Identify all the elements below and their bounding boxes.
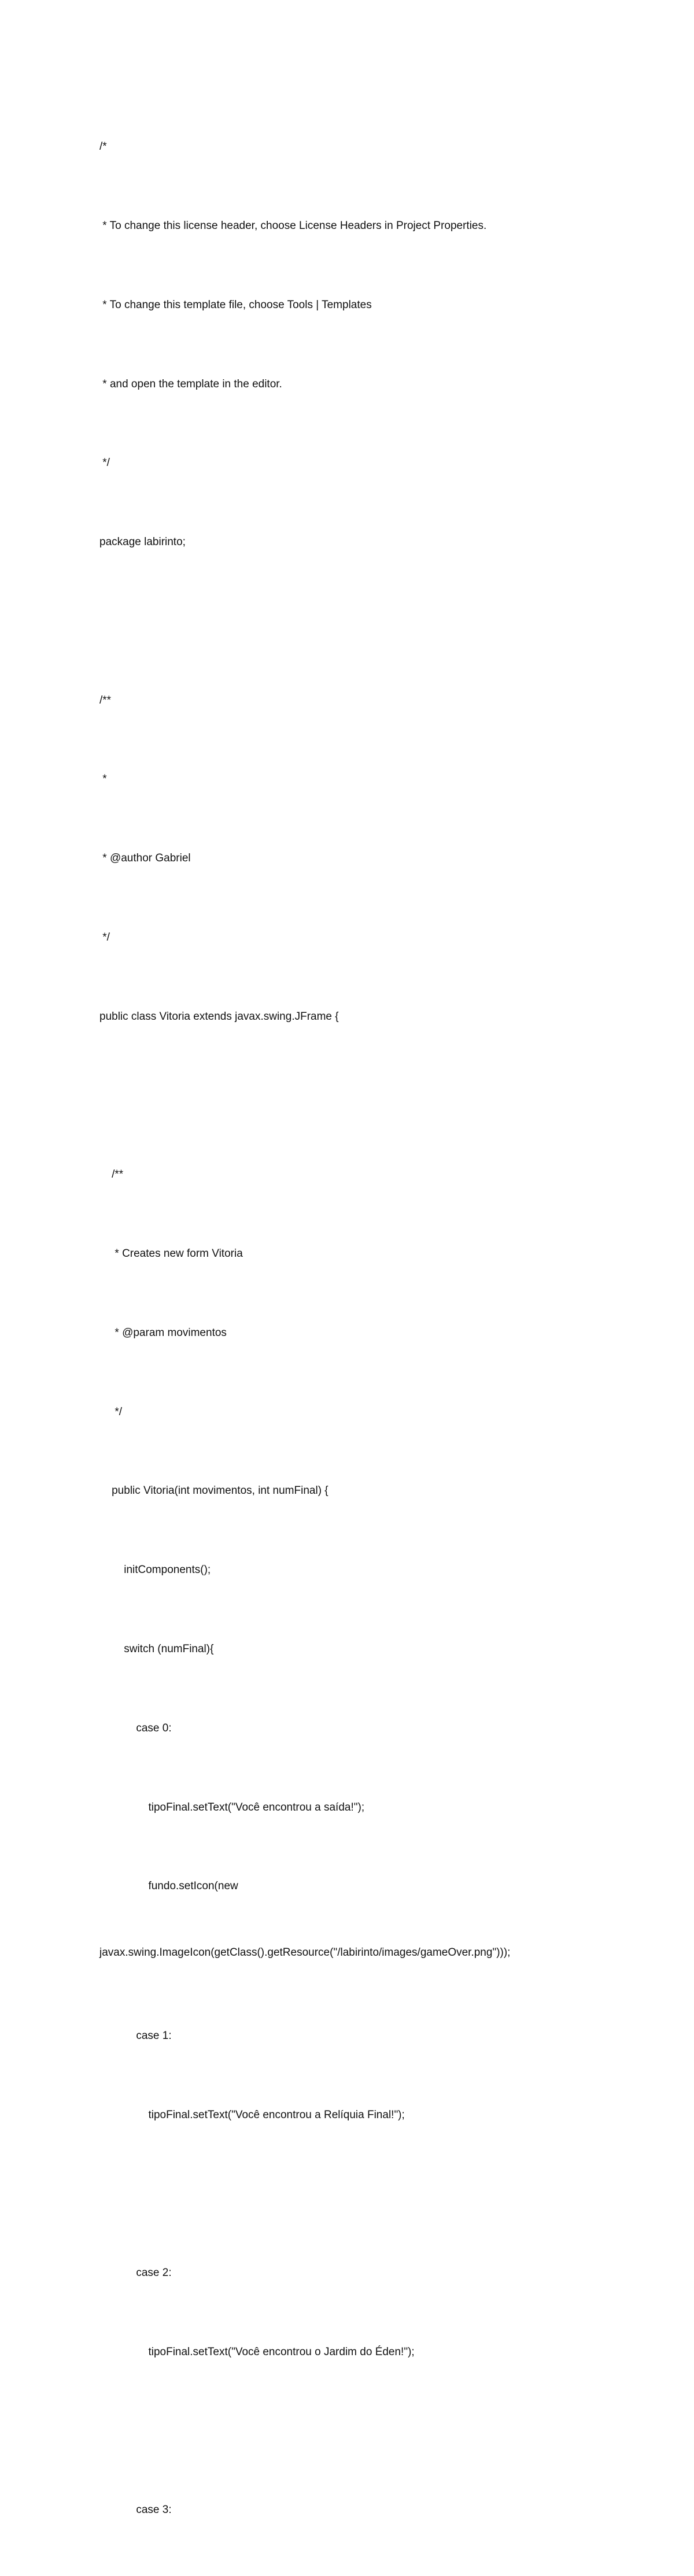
code-line: public class Vitoria extends javax.swing.JFrame { — [99, 1010, 339, 1023]
code-line: /* — [99, 140, 107, 153]
code-line: * To change this license header, choose License Headers in Project Properties. — [99, 219, 487, 232]
code-line: package labirinto; — [99, 536, 186, 549]
code-line: * @param movimentos — [99, 1326, 227, 1339]
blank-line — [99, 2181, 620, 2207]
code-line: switch (numFinal){ — [99, 1643, 214, 1656]
code-line: tipoFinal.setText("Você encontrou a Relíquia Final!"); — [99, 2108, 405, 2121]
code-line: * — [99, 773, 107, 786]
code-line: tipoFinal.setText("Você encontrou o Jardim do Éden!"); — [99, 2345, 415, 2358]
code-line: /** — [99, 694, 112, 706]
code-line: tipoFinal.setText("Você encontrou a saída!"); — [99, 1801, 365, 1813]
code-line: public Vitoria(int movimentos, int numFinal) { — [99, 1485, 328, 1497]
code-line: */ — [99, 931, 110, 943]
code-line: case 1: — [99, 2029, 172, 2042]
code-line: case 0: — [99, 1722, 172, 1734]
blank-line — [99, 1083, 620, 1109]
code-line: case 2: — [99, 2267, 172, 2279]
code-line: /** — [99, 1168, 124, 1181]
code-block — [99, 81, 620, 2576]
code-line: initComponents(); — [99, 1564, 211, 1576]
code-line: * To change this template file, choose Tools | Templates — [99, 298, 372, 311]
code-line: * Creates new form Vitoria — [99, 1248, 243, 1260]
code-line: * @author Gabriel — [99, 852, 191, 865]
code-line: */ — [99, 1405, 123, 1418]
code-line: fundo.setIcon(new — [99, 1880, 238, 1893]
code-line: */ — [99, 457, 110, 469]
blank-line — [99, 2418, 620, 2445]
code-line: case 3: — [99, 2504, 172, 2516]
code-line: javax.swing.ImageIcon(getClass().getResource("/labirinto/images/gameOver.png"))); — [99, 1946, 511, 1959]
code-line: * and open the template in the editor. — [99, 377, 282, 390]
blank-line — [99, 608, 620, 635]
